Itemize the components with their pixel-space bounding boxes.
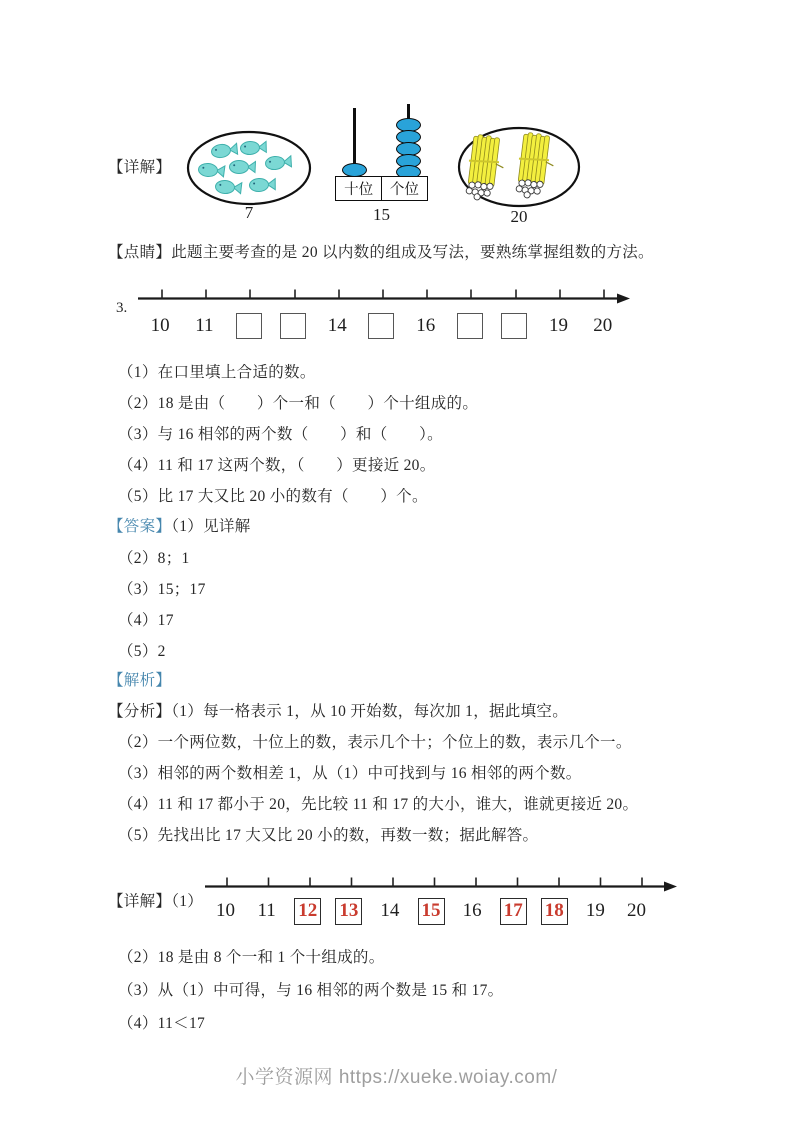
blank-box-cell bbox=[492, 311, 536, 341]
number-line-2-labels bbox=[205, 896, 657, 926]
number-label: 14 bbox=[380, 900, 400, 921]
detail2-label-text: 【详解】 bbox=[108, 893, 172, 910]
sticks-caption: 20 bbox=[510, 207, 528, 226]
blank-box-cell bbox=[271, 311, 315, 341]
fish-oval-svg bbox=[186, 130, 312, 206]
analysis-item-3: （3）相邻的两个数相差 1，从（1）中可找到与 16 相邻的两个数。 bbox=[118, 765, 582, 782]
blank-box bbox=[368, 313, 394, 339]
blank-box-cell bbox=[359, 311, 403, 341]
detail-item-3: （3）从（1）中可得，与 16 相邻的两个数是 15 和 17。 bbox=[118, 982, 504, 999]
detail-label-2 bbox=[108, 892, 203, 912]
tens-place-label: 十位 bbox=[335, 176, 382, 201]
number-label: 10 bbox=[150, 315, 170, 336]
answer-box-cell bbox=[287, 896, 328, 926]
answer-box: 15 bbox=[418, 898, 445, 925]
blank-box bbox=[236, 313, 262, 339]
number-line-2 bbox=[205, 875, 677, 893]
number-label: 19 bbox=[585, 900, 605, 921]
abacus-figure bbox=[335, 104, 430, 204]
detail-item-4: （4）11＜17 bbox=[118, 1015, 206, 1032]
answer-box: 17 bbox=[500, 898, 527, 925]
number-label: 16 bbox=[416, 315, 436, 336]
blank-box bbox=[280, 313, 306, 339]
answer-box: 12 bbox=[294, 898, 321, 925]
abacus-caption: 15 bbox=[373, 205, 390, 224]
blank-box bbox=[501, 313, 527, 339]
answer-first-text: （1）见详解 bbox=[171, 518, 251, 535]
question-item-2: （2）18 是由（ ）个一和（ ）个十组成的。 bbox=[118, 395, 479, 412]
number-label: 14 bbox=[327, 315, 347, 336]
fish-oval-figure bbox=[186, 130, 312, 211]
analysis-item-5: （5）先找出比 17 大又比 20 小的数，再数一数；据此解答。 bbox=[118, 827, 539, 844]
number-line-1 bbox=[138, 287, 630, 305]
answer-box-cell bbox=[410, 896, 451, 926]
question-item-1: （1）在口里填上合适的数。 bbox=[118, 364, 316, 381]
question-number: 3. bbox=[116, 300, 128, 316]
blank-box-cell bbox=[448, 311, 492, 341]
sticks-oval-svg bbox=[457, 125, 581, 209]
dianjing-note: 【点睛】此题主要考查的是 20 以内数的组成及写法，要熟练掌握组数的方法。 bbox=[108, 244, 654, 261]
detail-label-1: 【详解】 bbox=[108, 159, 172, 176]
footer-site-link: 小学资源网 https://xueke.woiay.com/ bbox=[235, 1067, 558, 1088]
answer-box-cell bbox=[328, 896, 369, 926]
number-label: 19 bbox=[549, 315, 569, 336]
answer-box: 18 bbox=[541, 898, 568, 925]
answer-item-3: （3）15；17 bbox=[118, 581, 206, 598]
question-item-5: （5）比 17 大又比 20 小的数有（ ）个。 bbox=[118, 488, 428, 505]
fish-count-caption: 7 bbox=[244, 203, 254, 222]
jiexi-label: 【解析】 bbox=[108, 672, 172, 689]
analysis-item-2: （2）一个两位数，十位上的数，表示几个十；个位上的数，表示几个一。 bbox=[118, 734, 632, 751]
detail2-sub-number: （1） bbox=[171, 893, 204, 910]
answer-box: 13 bbox=[335, 898, 362, 925]
analysis-first-text: （1）每一格表示 1，从 10 开始数，每次加 1，据此填空。 bbox=[171, 703, 569, 720]
answer-line-1 bbox=[108, 517, 251, 537]
abacus-bead bbox=[342, 163, 367, 177]
sticks-oval-figure bbox=[457, 125, 581, 214]
answer-box-cell bbox=[493, 896, 534, 926]
question-item-4: （4）11 和 17 这两个数，（ ）更接近 20。 bbox=[118, 457, 436, 474]
blank-box bbox=[457, 313, 483, 339]
blank-box-cell bbox=[227, 311, 271, 341]
number-line-1-labels bbox=[138, 311, 625, 341]
number-label: 10 bbox=[216, 900, 236, 921]
detail-item-2: （2）18 是由 8 个一和 1 个十组成的。 bbox=[118, 949, 385, 966]
analysis-item-4: （4）11 和 17 都小于 20，先比较 11 和 17 的大小，谁大，谁就更接近 20。 bbox=[118, 796, 639, 813]
analysis-label: 【分析】 bbox=[108, 703, 172, 720]
number-label: 11 bbox=[257, 900, 276, 921]
answer-item-2: （2）8；1 bbox=[118, 550, 190, 567]
number-label: 11 bbox=[195, 315, 214, 336]
answer-box-cell bbox=[534, 896, 575, 926]
ones-place-label: 个位 bbox=[381, 176, 428, 201]
number-label: 20 bbox=[593, 315, 613, 336]
number-label: 16 bbox=[462, 900, 482, 921]
answer-item-5: （5）2 bbox=[118, 643, 166, 660]
answer-item-4: （4）17 bbox=[118, 612, 174, 629]
place-value-box bbox=[335, 176, 428, 201]
number-label: 20 bbox=[626, 900, 646, 921]
analysis-line-1 bbox=[108, 702, 568, 722]
answer-label: 【答案】 bbox=[108, 518, 172, 535]
question-item-3: （3）与 16 相邻的两个数（ ）和（ ）。 bbox=[118, 426, 443, 443]
